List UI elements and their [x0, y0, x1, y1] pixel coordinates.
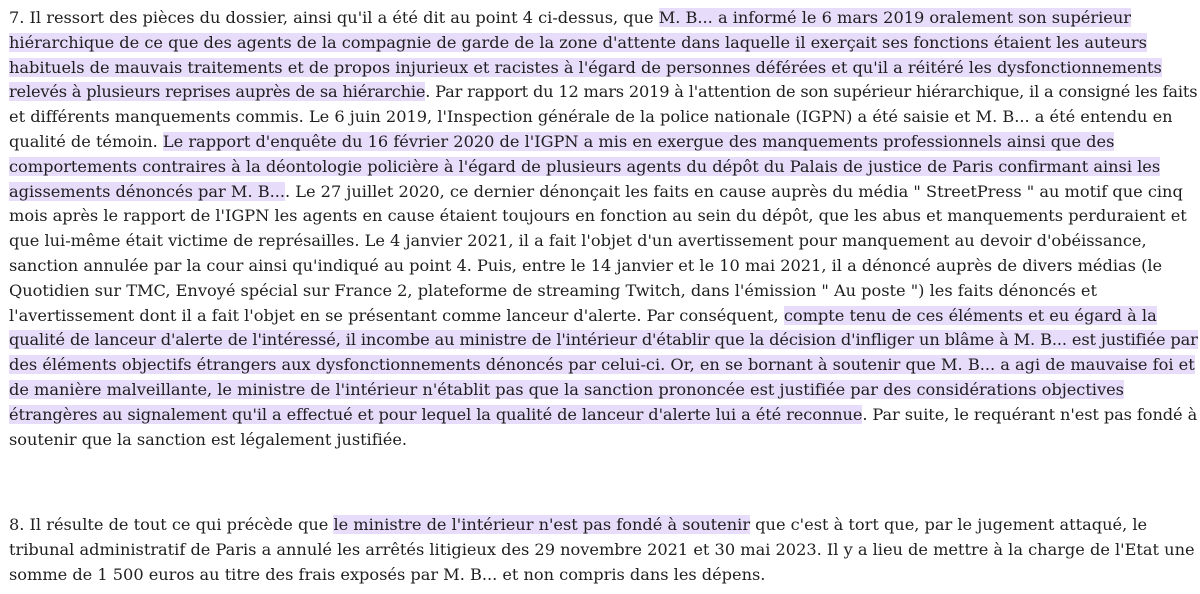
text-line: [9, 80, 1199, 105]
body-text: 8. Il résulte de tout ce qui précède que: [9, 515, 334, 534]
text-line: [9, 254, 1199, 279]
text-line: [9, 304, 1199, 329]
body-text: que c'est à tort que, par le jugement attaqué, le: [750, 515, 1148, 534]
body-text: soutenir que la sanction est légalement justifiée.: [9, 429, 407, 449]
highlighted-text: qualité de lanceur d'alerte de l'intéressé, il incombe au ministre de l'intérieur d'établir que la décision d'infliger un blâme à M. B... est justifiée par: [9, 330, 1198, 350]
highlighted-text: le ministre de l'intérieur n'est pas fondé à soutenir: [333, 515, 751, 534]
text-line: [9, 180, 1199, 205]
highlighted-text: étrangères au signalement qu'il a effectué et pour lequel la qualité de lanceur d'alerte lui a été reconnue: [9, 404, 863, 424]
body-text: tribunal administratif de Paris a annulé les arrêtés litigieux des 29 novembre 2021 et 30 mai 2023. Il y a lieu de mettre à la charge de l'Etat une: [9, 539, 1195, 559]
body-text: . Par rapport du 12 mars 2019 à l'attention de son supérieur hiérarchique, il a consigné les faits: [425, 82, 1198, 102]
text-line: [9, 56, 1199, 81]
text-line: [9, 513, 1199, 538]
body-text: que lui-même était victime de représailles. Le 4 janvier 2021, il a fait l'objet d'un avertissement pour manquement au devoir d'obéissance,: [9, 231, 1147, 251]
text-line: [9, 353, 1199, 378]
highlighted-text: Le rapport d'enquête du 16 février 2020 de l'IGPN a mis en exergue des manquements professionnels ainsi que des: [162, 131, 1115, 151]
text-line: [9, 229, 1199, 254]
body-text: qualité de témoin.: [9, 131, 163, 151]
highlighted-text: M. B... a informé le 6 mars 2019 oralement son supérieur: [658, 8, 1131, 27]
text-line: [9, 155, 1199, 180]
highlighted-text: habituels de mauvais traitements et de propos injurieux et racistes à l'égard de personnes déférées et qu'il a réitéré les dysfonctionnements: [9, 57, 1162, 77]
highlighted-text: de manière malveillante, le ministre de l'intérieur n'établit pas que la sanction prononcée est justifiée par des considérations objectives: [9, 379, 1124, 399]
text-line: [9, 31, 1199, 56]
body-text: . Par suite, le requérant n'est pas fondé à: [862, 404, 1198, 424]
text-line: [9, 130, 1199, 155]
text-line: [9, 328, 1199, 353]
body-text: et différents manquements commis. Le 6 juin 2019, l'Inspection générale de la police nationale (IGPN) a été saisie et M. B... a été entendu en: [9, 107, 1173, 127]
text-line: [9, 563, 1199, 588]
body-text: somme de 1 500 euros au titre des frais exposés par M. B... et non compris dans les dépens.: [9, 564, 766, 584]
text-line: [9, 6, 1199, 31]
highlighted-text: relevés à plusieurs reprises auprès de sa hiérarchie: [9, 82, 426, 102]
text-line: [9, 105, 1199, 130]
body-text: sanction annulée par la cour ainsi qu'indiqué au point 4. Puis, entre le 14 janvier et le 10 mai 2021, il a dénoncé auprès de divers médias (le: [9, 255, 1163, 275]
paragraph-8: [9, 513, 1199, 587]
text-line: [9, 279, 1199, 304]
body-text: l'avertissement dont il a fait l'objet en se présentant comme lanceur d'alerte. Par conséquent,: [9, 305, 784, 325]
text-line: [9, 428, 1199, 453]
highlighted-text: agissements dénoncés par M. B...: [9, 181, 285, 201]
body-text: 7. Il ressort des pièces du dossier, ainsi qu'il a été dit au point 4 ci-dessus, que: [9, 8, 659, 27]
body-text: mois après le rapport de l'IGPN les agents en cause étaient toujours en fonction au sein du dépôt, que les abus et manquements perduraient et: [9, 206, 1187, 226]
text-line: [9, 378, 1199, 403]
body-text: . Le 27 juillet 2020, ce dernier dénonçait les faits en cause auprès du média " StreetPress " au motif que cinq: [284, 181, 1183, 201]
text-line: [9, 204, 1199, 229]
text-line: [9, 403, 1199, 428]
body-text: Quotidien sur TMC, Envoyé spécial sur France 2, plateforme de streaming Twitch, dans l'émission " Au poste ") les faits dénoncés et: [9, 280, 1097, 300]
paragraph-7: [9, 6, 1199, 452]
highlighted-text: compte tenu de ces éléments et eu égard à la: [783, 305, 1157, 325]
highlighted-text: des éléments objectifs étrangers aux dysfonctionnements dénoncés par celui-ci. Or, en se bornant à soutenir que M. B... a agi de mauvaise foi et: [9, 355, 1195, 375]
text-line: [9, 538, 1199, 563]
highlighted-text: hiérarchique de ce que des agents de la compagnie de garde de la zone d'attente dans laquelle il exerçait ses fonctions étaient les auteurs: [9, 32, 1147, 52]
highlighted-text: comportements contraires à la déontologie policière à l'égard de plusieurs agents du dépôt du Palais de justice de Paris confirmant ainsi les: [9, 156, 1161, 176]
